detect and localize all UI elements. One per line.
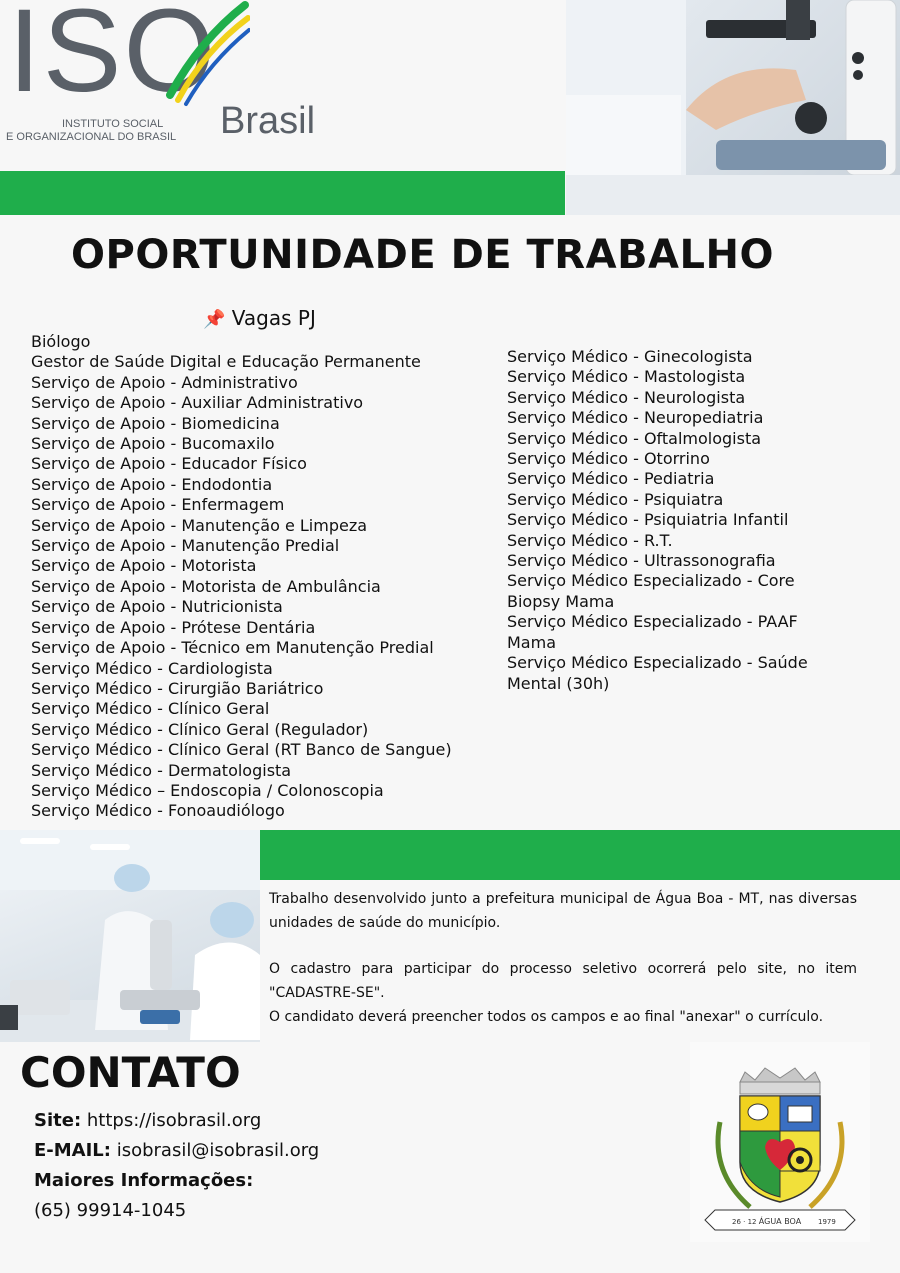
researchers-illustration: [0, 830, 260, 1042]
list-item: Serviço Médico - Clínico Geral (RT Banco de Sangue): [31, 740, 452, 760]
list-item: Serviço Médico - Clínico Geral: [31, 699, 270, 719]
job-list-left: [31, 332, 452, 822]
lab-microscope-photo: [566, 0, 900, 215]
list-item: Serviço de Apoio - Prótese Dentária: [31, 617, 316, 637]
list-item: Serviço Médico Especializado - PAAF Mama: [507, 612, 798, 652]
logo-iso-text: ISO: [8, 0, 218, 117]
logo: [0, 0, 565, 170]
more-info-text: Maiores Informações:: [34, 1170, 254, 1191]
list-item: Gestor de Saúde Digital e Educação Permanente: [31, 352, 421, 372]
list-item: Serviço Médico - R.T.: [507, 530, 673, 550]
contact-email: [34, 1140, 319, 1161]
page-title: OPORTUNIDADE DE TRABALHO: [71, 232, 774, 278]
logo-subtitle-line1: INSTITUTO SOCIAL: [62, 118, 164, 130]
list-item: Serviço de Apoio - Auxiliar Administrativo: [31, 393, 364, 413]
list-item: Serviço de Apoio - Endodontia: [31, 474, 273, 494]
list-item: Serviço Médico - Pediatria: [507, 469, 715, 489]
list-item: Serviço de Apoio - Técnico em Manutenção Predial: [31, 638, 434, 658]
list-item: Serviço de Apoio - Nutricionista: [31, 597, 283, 617]
list-item: Serviço Médico – Endoscopia / Colonoscopia: [31, 780, 384, 800]
list-item: Serviço de Apoio - Biomedicina: [31, 413, 280, 433]
crest-left-date: 26 · 12: [732, 1218, 757, 1226]
list-item: Serviço Médico - Clínico Geral (Regulador): [31, 719, 369, 739]
list-item: Serviço Médico Especializado - Core Biopsy Mama: [507, 571, 795, 611]
lab-researchers-photo: [0, 830, 260, 1042]
list-item: Serviço Médico - Otorrino: [507, 449, 710, 469]
vagas-heading: [203, 306, 316, 330]
site-link[interactable]: https://isobrasil.org: [86, 1110, 262, 1131]
email-label: E-MAIL:: [34, 1140, 111, 1161]
list-item: Serviço de Apoio - Administrativo: [31, 372, 298, 392]
logo-swoosh-icon: [150, 0, 250, 110]
mid-green-bar: [260, 830, 900, 880]
list-item: Serviço Médico - Ginecologista: [507, 347, 753, 366]
logo-brasil-text: Brasil: [220, 100, 316, 142]
list-item: Serviço Médico - Ultrassonografia: [507, 551, 776, 571]
list-item: Serviço Médico - Psiquiatra: [507, 489, 724, 509]
pushpin-icon: 📌: [203, 309, 226, 330]
list-item: Serviço de Apoio - Manutenção Predial: [31, 536, 340, 556]
list-item: Serviço de Apoio - Educador Físico: [31, 454, 307, 474]
crest-emblem-icon: [690, 1042, 870, 1242]
list-item: Serviço Médico - Dermatologista: [31, 760, 292, 780]
contact-site: [34, 1110, 261, 1131]
job-list-right: [507, 347, 837, 694]
info-paragraph: O candidato deverá preencher todos os campos e ao final "anexar" o currículo.: [269, 1009, 824, 1025]
logo-subtitle-line2: E ORGANIZACIONAL DO BRASIL: [6, 131, 177, 143]
site-label: Site:: [34, 1110, 82, 1131]
more-info-label: [34, 1170, 253, 1191]
list-item: Serviço Médico - Cardiologista: [31, 658, 273, 678]
list-item: Serviço de Apoio - Motorista de Ambulância: [31, 576, 381, 596]
list-item: Serviço Médico - Oftalmologista: [507, 428, 762, 448]
header-green-bar: [0, 171, 565, 215]
list-item: Serviço Médico Especializado - Saúde Mental (30h): [507, 653, 808, 693]
list-item: Serviço Médico - Psiquiatria Infantil: [507, 510, 789, 530]
info-paragraph: Trabalho desenvolvido junto a prefeitura municipal de Água Boa - MT, nas diversas unidades de saúde do município.: [269, 891, 857, 931]
list-item: Serviço de Apoio - Manutenção e Limpeza: [31, 515, 368, 535]
list-item: Serviço de Apoio - Enfermagem: [31, 495, 285, 515]
agua-boa-crest: [690, 1042, 870, 1242]
list-item: Serviço Médico - Cirurgião Bariátrico: [31, 678, 324, 698]
list-item: Biólogo: [31, 332, 91, 351]
list-item: Serviço Médico - Neurologista: [507, 387, 746, 407]
crest-banner-text: ÁGUA BOA: [758, 1217, 802, 1226]
list-item: Serviço Médico - Mastologista: [507, 367, 746, 387]
email-link[interactable]: isobrasil@isobrasil.org: [116, 1140, 320, 1161]
crest-right-date: 1979: [818, 1218, 836, 1226]
list-item: Serviço Médico - Neuropediatria: [507, 408, 764, 428]
info-paragraph: O cadastro para participar do processo seletivo ocorrerá pelo site, no item "CADASTRE-SE".: [269, 961, 857, 1001]
list-item: Serviço Médico - Fonoaudiólogo: [31, 801, 285, 821]
list-item: Serviço de Apoio - Bucomaxilo: [31, 434, 275, 454]
vagas-heading-text: Vagas PJ: [231, 306, 316, 330]
list-item: Serviço de Apoio - Motorista: [31, 556, 257, 576]
microscope-illustration: [566, 0, 900, 215]
contact-phone: (65) 99914-1045: [34, 1200, 187, 1221]
contact-heading: CONTATO: [20, 1048, 241, 1097]
